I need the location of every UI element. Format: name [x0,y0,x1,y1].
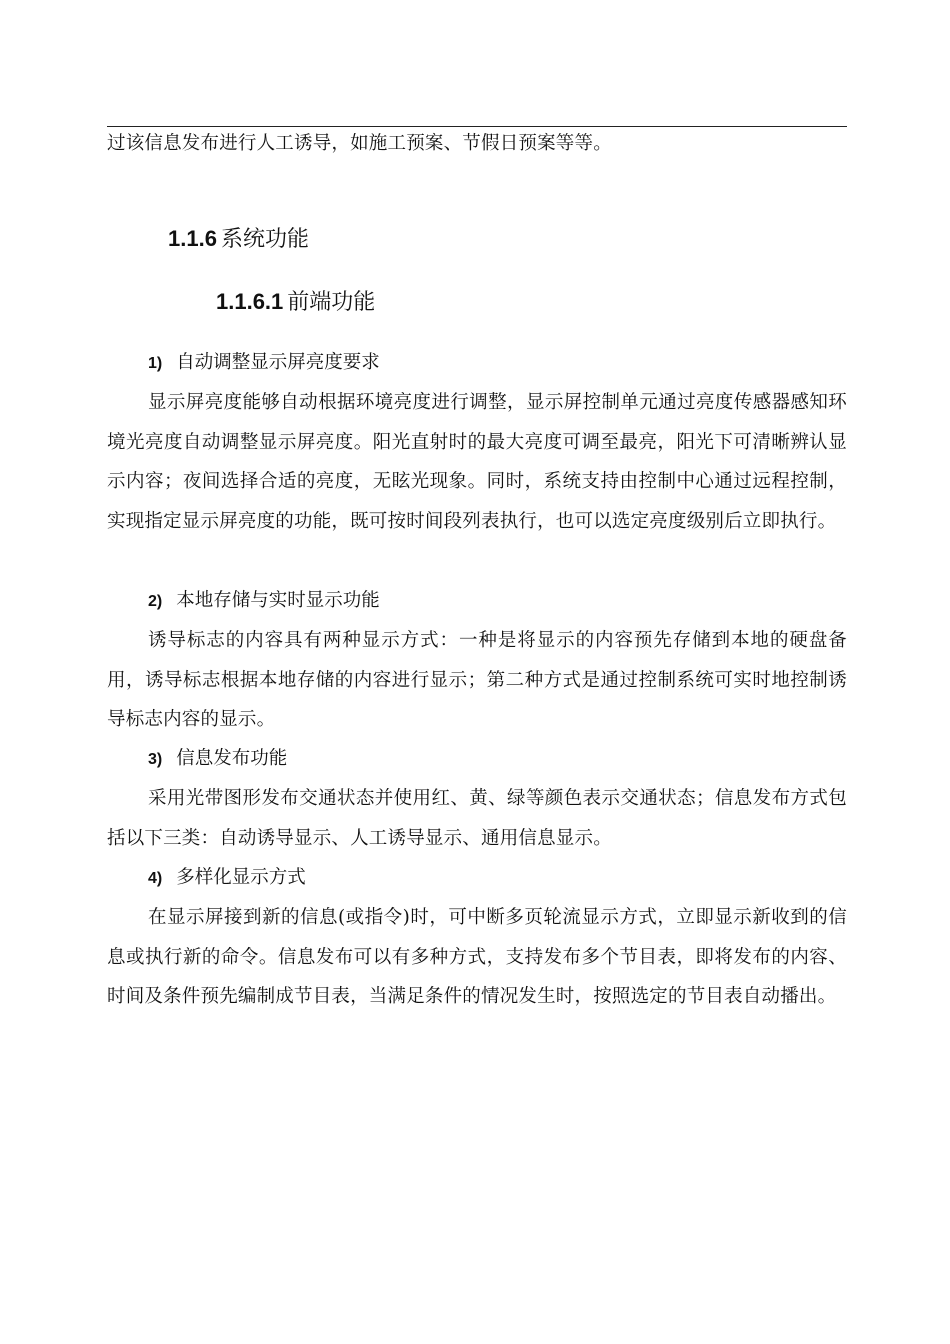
subsection-number: 1.1.6.1 [216,289,284,314]
list-item-body: 采用光带图形发布交通状态并使用红、黄、绿等颜色表示交通状态；信息发布方式包括以下三类：自动诱导显示、人工诱导显示、通用信息显示。 [107,788,847,849]
subsection-title: 前端功能 [287,290,376,315]
list-item-heading [148,351,380,376]
list-item-title: 信息发布功能 [176,748,288,769]
list-item-title: 本地存储与实时显示功能 [176,590,380,611]
list-item-number: 3) [148,751,163,768]
list-item-heading [148,747,287,772]
list-item-title: 自动调整显示屏亮度要求 [176,352,380,373]
list-item-number: 4) [148,870,163,887]
list-item-body: 诱导标志的内容具有两种显示方式：一种是将显示的内容预先存储到本地的硬盘备用，诱导标志根据本地存储的内容进行显示；第二种方式是通过控制系统可实时地控制诱导标志内容的显示。 [107,630,847,731]
list-item-title: 多样化显示方式 [176,867,306,888]
list-item-body: 显示屏亮度能够自动根据环境亮度进行调整，显示屏控制单元通过亮度传感器感知环境光亮度自动调整显示屏亮度。阳光直射时的最大亮度可调至最亮，阳光下可清晰辨认显示内容；夜间选择合适的亮度，无眩光现象。同时，系统支持由控制中心通过远程控制，实现指定显示屏亮度的功能，既可按时间段列表执行，也可以选定亮度级别后立即执行。 [107,392,847,532]
list-item-number: 2) [148,593,163,610]
section-heading [168,222,309,253]
subsection-heading [216,285,375,316]
section-number: 1.1.6 [168,226,217,251]
continuation-paragraph: 过该信息发布进行人工诱导，如施工预案、节假日预案等等。 [107,133,612,154]
list-item-heading [148,589,380,614]
list-item-number: 1) [148,355,163,372]
list-item-heading [148,866,306,891]
list-item-body: 在显示屏接到新的信息(或指令)时，可中断多页轮流显示方式，立即显示新收到的信息或执行新的命令。信息发布可以有多种方式，支持发布多个节目表，即将发布的内容、时间及条件预先编制成节目表，当满足条件的情况发生时，按照选定的节目表自动播出。 [107,907,847,1008]
section-title: 系统功能 [220,227,309,252]
